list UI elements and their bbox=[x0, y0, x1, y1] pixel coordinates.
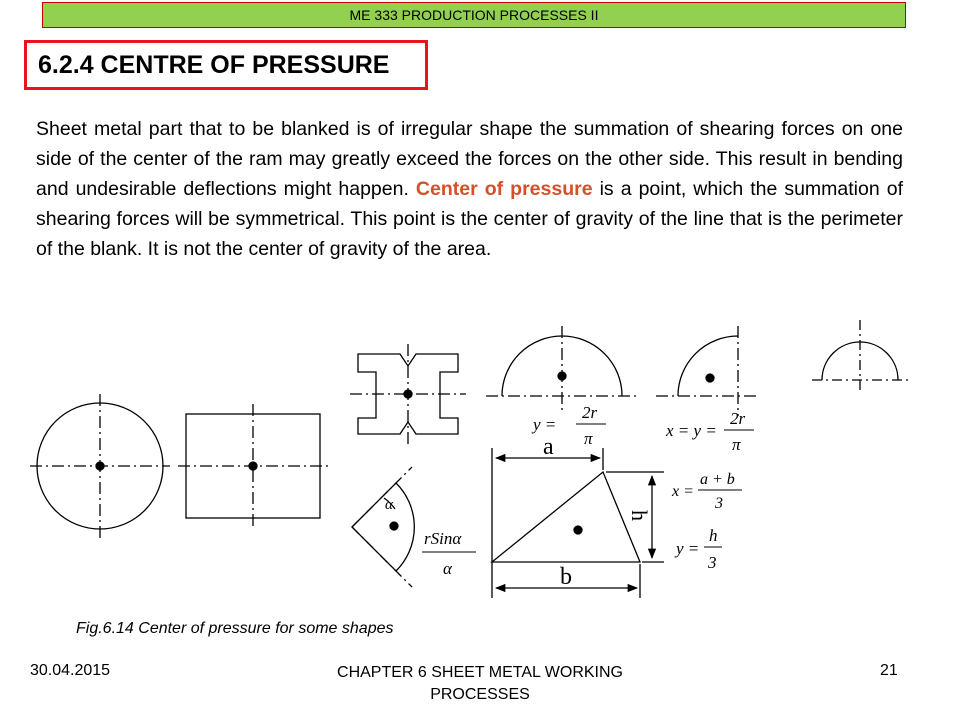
formula-triangle-y bbox=[674, 526, 722, 572]
svg-text:2r: 2r bbox=[582, 403, 598, 422]
svg-text:x = y =: x = y = bbox=[666, 421, 717, 440]
semicircle-shape bbox=[486, 326, 640, 412]
sector-shape bbox=[352, 467, 414, 587]
quarter-circle-shape bbox=[656, 326, 760, 416]
center-of-pressure-figure bbox=[0, 300, 960, 620]
formula-sector bbox=[422, 529, 476, 578]
svg-text:π: π bbox=[732, 435, 741, 454]
footer-date: 30.04.2015 bbox=[30, 662, 111, 679]
footer-chapter: CHAPTER 6 SHEET METAL WORKING PROCESSES bbox=[337, 664, 623, 703]
svg-text:y =: y = bbox=[533, 415, 557, 434]
alpha-label: α bbox=[385, 497, 393, 513]
semicircle-arc-shape bbox=[812, 320, 910, 390]
triangle-shape bbox=[492, 448, 664, 598]
svg-text:2r: 2r bbox=[730, 409, 746, 428]
svg-text:rSinα: rSinα bbox=[424, 529, 462, 548]
svg-text:a + b: a + b bbox=[700, 471, 735, 488]
svg-text:π: π bbox=[584, 429, 593, 448]
svg-text:x =: x = bbox=[672, 483, 694, 500]
highlight-term: Center of pressure bbox=[415, 178, 593, 200]
body-text-part2: is a point, which the summation of shearing forces will be symmetrical. This point is the center of gravity of the line that is the perimeter of the blank. It is not the center of gravity of the area. bbox=[36, 178, 903, 260]
formula-quarter-circle bbox=[665, 409, 754, 454]
rectangle-shape bbox=[178, 404, 328, 528]
svg-text:α: α bbox=[443, 559, 452, 578]
footer-page-number: 21 bbox=[880, 662, 898, 679]
dimension-h-label: h bbox=[627, 510, 652, 521]
course-banner: ME 333 PRODUCTION PROCESSES II bbox=[42, 2, 906, 28]
svg-text:3: 3 bbox=[708, 553, 717, 572]
figure-caption: Fig.6.14 Center of pressure for some shapes bbox=[76, 620, 394, 637]
body-paragraph bbox=[36, 114, 903, 264]
circle-shape bbox=[30, 394, 170, 538]
section-title: 6.2.4 CENTRE OF PRESSURE bbox=[24, 40, 428, 90]
i-shape bbox=[350, 344, 466, 444]
dimension-a-label: a bbox=[543, 434, 554, 460]
svg-text:3: 3 bbox=[715, 495, 723, 512]
svg-text:h: h bbox=[709, 526, 718, 545]
dimension-b-label: b bbox=[560, 564, 572, 590]
svg-text:y =: y = bbox=[676, 539, 700, 558]
body-text-part1: Sheet metal part that to be blanked is of irregular shape the summation of shearing forces on one side of the center of the ram may greatly exceed the forces on the other side. This result in bending and undesirable deflections might happen. bbox=[36, 118, 903, 200]
formula-triangle-x bbox=[671, 471, 742, 512]
